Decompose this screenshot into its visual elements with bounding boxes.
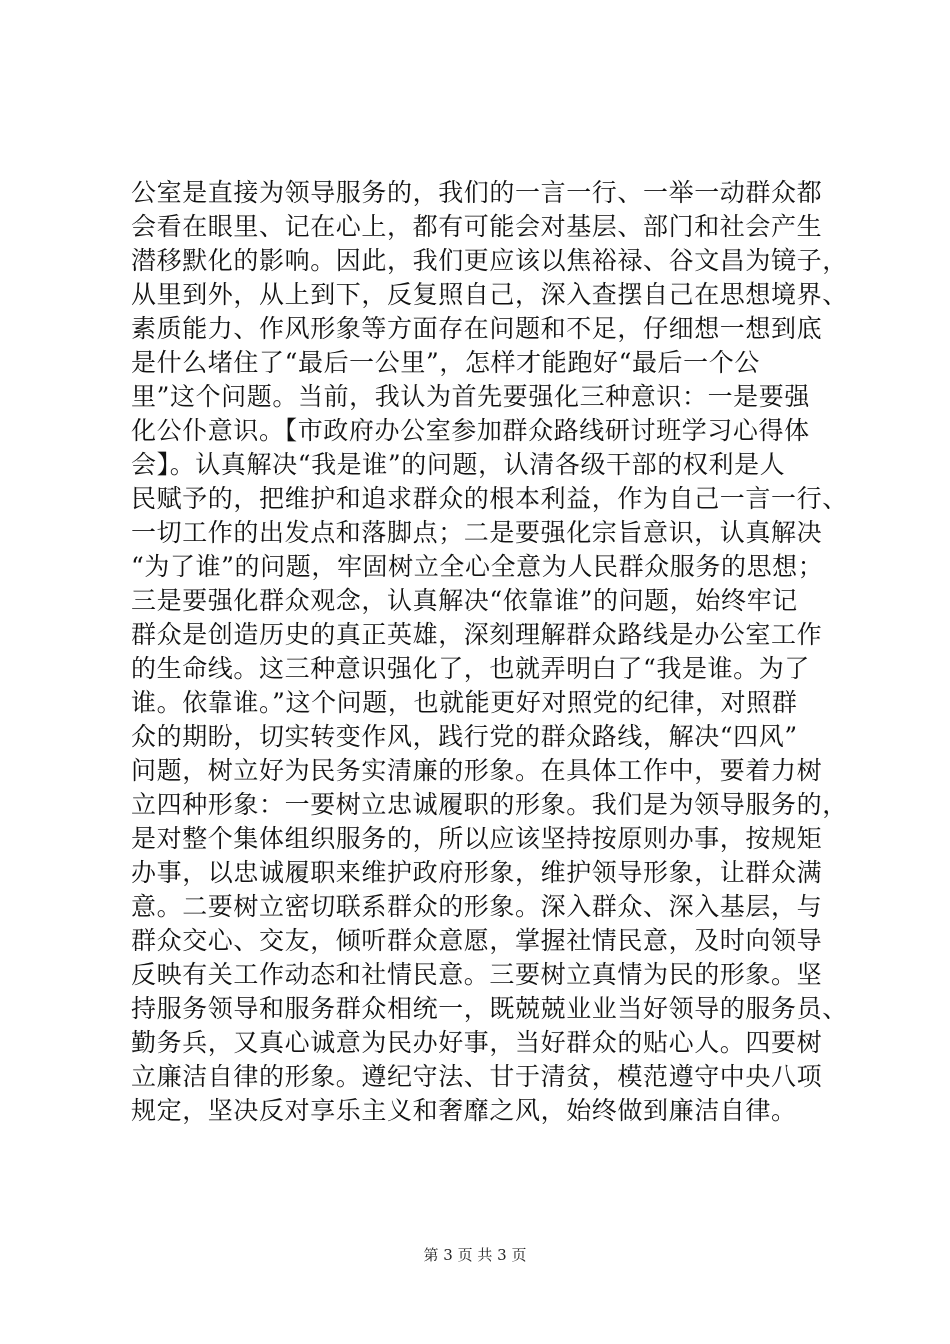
text-line: 会】。认真解决“我是谁”的问题，认清各级干部的权利是人 <box>131 450 786 479</box>
text-line: 立廉洁自律的形象。遵纪守法、甘于清贫，模范遵守中央八项 <box>131 1062 823 1091</box>
text-line: 是什么堵住了“最后一公里”，怎样才能跑好“最后一个公 <box>131 348 760 377</box>
text-line: 民赋予的，把维护和追求群众的根本利益，作为自己一言一行、 <box>131 484 848 513</box>
text-line: 从里到外，从上到下，反复照自己，深入查摆自己在思想境界、 <box>131 280 848 309</box>
text-line: 意。二要树立密切联系群众的形象。深入群众、深入基层，与 <box>131 892 823 921</box>
body-paragraph <box>131 176 861 1128</box>
text-line: 群众是创造历史的真正英雄，深刻理解群众路线是办公室工作 <box>131 620 823 649</box>
text-line: 办事，以忠诚履职来维护政府形象，维护领导形象，让群众满 <box>131 858 823 887</box>
text-line: 群众交心、交友，倾听群众意愿，掌握社情民意，及时向领导 <box>131 926 823 955</box>
text-line: 反映有关工作动态和社情民意。三要树立真情为民的形象。坚 <box>131 960 823 989</box>
text-line: 素质能力、作风形象等方面存在问题和不足，仔细想一想到底 <box>131 314 823 343</box>
text-line: “为了谁”的问题，牢固树立全心全意为人民群众服务的思想； <box>131 552 824 581</box>
text-line: 公室是直接为领导服务的，我们的一言一行、一举一动群众都 <box>131 178 823 207</box>
text-line: 规定，坚决反对享乐主义和奢靡之风，始终做到廉洁自律。 <box>131 1096 797 1125</box>
text-line: 勤务兵，又真心诚意为民办好事，当好群众的贴心人。四要树 <box>131 1028 823 1057</box>
text-line: 立四种形象：一要树立忠诚履职的形象。我们是为领导服务的， <box>131 790 848 819</box>
page-number-footer: 第 3 页 共 3 页 <box>423 1246 527 1264</box>
text-line: 潜移默化的影响。因此，我们更应该以焦裕禄、谷文昌为镜子， <box>131 246 848 275</box>
text-line: 谁。依靠谁。”这个问题，也就能更好对照党的纪律，对照群 <box>131 688 798 717</box>
text-line: 众的期盼，切实转变作风，践行党的群众路线，解决“四风” <box>131 722 798 751</box>
text-line: 是对整个集体组织服务的，所以应该坚持按原则办事，按规矩 <box>131 824 823 853</box>
text-line: 问题，树立好为民务实清廉的形象。在具体工作中，要着力树 <box>131 756 823 785</box>
text-line: 的生命线。这三种意识强化了，也就弄明白了“我是谁。为了 <box>131 654 810 683</box>
text-line: 三是要强化群众观念，认真解决“依靠谁”的问题，始终牢记 <box>131 586 798 615</box>
text-line: 会看在眼里、记在心上，都有可能会对基层、部门和社会产生 <box>131 212 823 241</box>
text-line: 持服务领导和服务群众相统一，既兢兢业业当好领导的服务员、 <box>131 994 848 1023</box>
text-line: 里”这个问题。当前，我认为首先要强化三种意识：一是要强 <box>131 382 810 411</box>
text-line: 化公仆意识。【市政府办公室参加群众路线研讨班学习心得体 <box>131 416 810 445</box>
text-line: 一切工作的出发点和落脚点；二是要强化宗旨意识，认真解决 <box>131 518 823 547</box>
